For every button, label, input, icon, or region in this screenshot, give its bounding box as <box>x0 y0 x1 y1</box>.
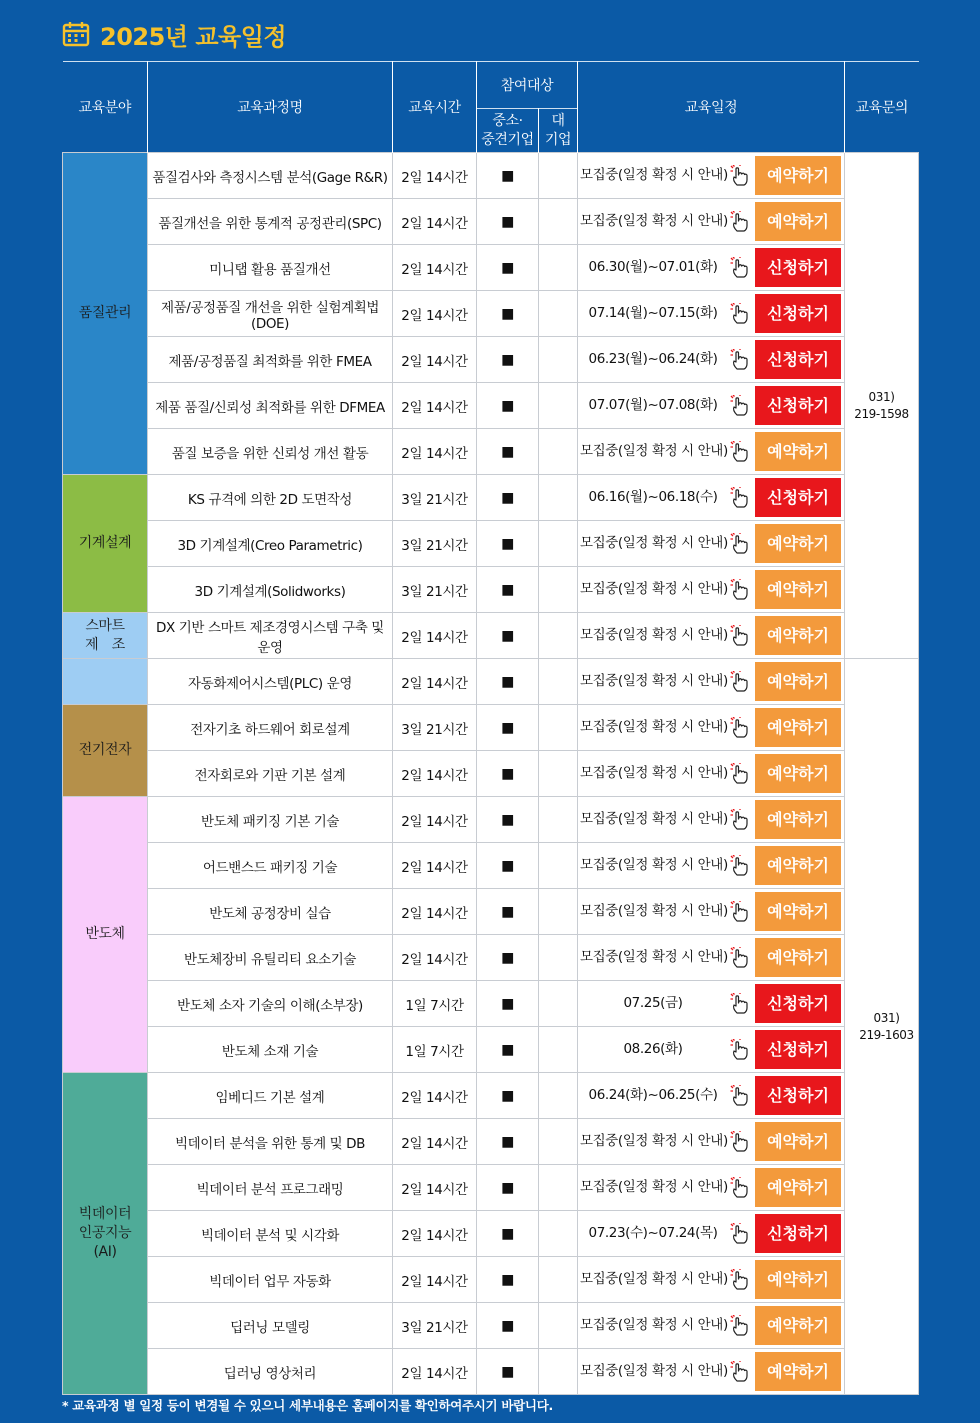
hand-pointer-icon <box>730 1177 750 1199</box>
schedule-cell <box>578 199 845 245</box>
course-hours: 2일 14시간 <box>393 1165 477 1211</box>
reserve-button[interactable]: 예약하기 <box>755 892 841 931</box>
schedule-cell <box>578 1165 845 1211</box>
schedule-date: 06.16(월)~06.18(수) <box>588 489 718 505</box>
hand-pointer-icon <box>730 211 750 233</box>
sme-mark: ■ <box>477 1257 539 1303</box>
schedule-cell <box>578 705 845 751</box>
sme-mark: ■ <box>477 1349 539 1395</box>
hand-pointer-icon <box>730 993 750 1015</box>
sme-mark: ■ <box>477 1073 539 1119</box>
hand-pointer-icon <box>730 625 750 647</box>
course-hours: 2일 14시간 <box>393 153 477 199</box>
course-hours: 2일 14시간 <box>393 889 477 935</box>
sme-mark: ■ <box>477 843 539 889</box>
schedule-date: 모집중(일정 확정 시 안내) <box>580 1363 728 1379</box>
course-hours: 1일 7시간 <box>393 1027 477 1073</box>
reserve-button[interactable]: 예약하기 <box>755 1306 841 1345</box>
large-mark <box>539 199 578 245</box>
hand-pointer-icon <box>730 947 750 969</box>
sme-mark: ■ <box>477 199 539 245</box>
schedule-cell <box>578 245 845 291</box>
apply-button[interactable]: 신청하기 <box>755 294 841 333</box>
course-hours: 3일 21시간 <box>393 1303 477 1349</box>
course-hours: 2일 14시간 <box>393 751 477 797</box>
schedule-date: 07.07(월)~07.08(화) <box>588 397 718 413</box>
header-large: 대 기업 <box>539 109 578 153</box>
table-row <box>63 1027 919 1073</box>
sme-mark: ■ <box>477 567 539 613</box>
large-mark <box>539 429 578 475</box>
sme-mark: ■ <box>477 613 539 659</box>
course-name: 빅데이터 분석을 위한 통계 및 DB <box>148 1119 393 1165</box>
large-mark <box>539 935 578 981</box>
course-hours: 2일 14시간 <box>393 1073 477 1119</box>
hand-pointer-icon <box>730 1315 750 1337</box>
header-course: 교육과정명 <box>148 62 393 153</box>
reserve-button[interactable]: 예약하기 <box>755 708 841 747</box>
course-hours: 3일 21시간 <box>393 705 477 751</box>
apply-button[interactable]: 신청하기 <box>755 386 841 425</box>
hand-pointer-icon <box>730 1039 750 1061</box>
course-hours: 2일 14시간 <box>393 1349 477 1395</box>
large-mark <box>539 1349 578 1395</box>
apply-button[interactable]: 신청하기 <box>755 984 841 1023</box>
schedule-cell <box>578 843 845 889</box>
header-target: 참여대상 <box>477 62 578 109</box>
course-name: 품질개선을 위한 통계적 공정관리(SPC) <box>148 199 393 245</box>
category-cell: 빅데이터 인공지능 (AI) <box>63 1073 148 1395</box>
sme-mark: ■ <box>477 889 539 935</box>
sme-mark: ■ <box>477 751 539 797</box>
course-hours: 2일 14시간 <box>393 1211 477 1257</box>
course-name: 반도체 패키징 기본 기술 <box>148 797 393 843</box>
course-hours: 2일 14시간 <box>393 659 477 705</box>
hand-pointer-icon <box>730 901 750 923</box>
course-hours: 2일 14시간 <box>393 383 477 429</box>
sme-mark: ■ <box>477 383 539 429</box>
reserve-button[interactable]: 예약하기 <box>755 202 841 241</box>
hand-pointer-icon <box>730 349 750 371</box>
course-name: 미니탭 활용 품질개선 <box>148 245 393 291</box>
schedule-cell <box>578 1211 845 1257</box>
table-row <box>63 1349 919 1395</box>
schedule-cell <box>578 567 845 613</box>
table-row <box>63 889 919 935</box>
table-row <box>63 245 919 291</box>
hand-pointer-icon <box>730 671 750 693</box>
hand-pointer-icon <box>730 487 750 509</box>
sme-mark: ■ <box>477 1303 539 1349</box>
table-row <box>63 981 919 1027</box>
reserve-button[interactable]: 예약하기 <box>755 754 841 793</box>
sme-mark: ■ <box>477 153 539 199</box>
reserve-button[interactable]: 예약하기 <box>755 570 841 609</box>
header-inquiry: 교육문의 <box>845 62 919 153</box>
schedule-date: 07.25(금) <box>623 995 683 1011</box>
course-hours: 3일 21시간 <box>393 475 477 521</box>
sme-mark: ■ <box>477 1165 539 1211</box>
contact-phone: 031) 219-1598 <box>845 153 919 659</box>
table-row <box>63 1303 919 1349</box>
hand-pointer-icon <box>730 1269 750 1291</box>
course-name: 어드밴스드 패키징 기술 <box>148 843 393 889</box>
course-name: 반도체장비 유틸리티 요소기술 <box>148 935 393 981</box>
schedule-date: 모집중(일정 확정 시 안내) <box>580 213 728 229</box>
large-mark <box>539 383 578 429</box>
apply-button[interactable]: 신청하기 <box>755 248 841 287</box>
table-row <box>63 1165 919 1211</box>
apply-button[interactable]: 신청하기 <box>755 1214 841 1253</box>
schedule-cell <box>578 153 845 199</box>
hand-pointer-icon <box>730 809 750 831</box>
course-name: 제품/공정품질 최적화를 위한 FMEA <box>148 337 393 383</box>
reserve-button[interactable]: 예약하기 <box>755 1122 841 1161</box>
category-cell: 전기전자 <box>63 705 148 797</box>
schedule-cell <box>578 1303 845 1349</box>
schedule-cell <box>578 751 845 797</box>
table-row <box>63 705 919 751</box>
large-mark <box>539 1303 578 1349</box>
course-hours: 1일 7시간 <box>393 981 477 1027</box>
table-row <box>63 429 919 475</box>
large-mark <box>539 521 578 567</box>
footnote: * 교육과정 별 일정 등이 변경될 수 있으니 세부내용은 홈페이지를 확인하여주시기 바랍니다. <box>62 1398 553 1413</box>
schedule-date: 07.23(수)~07.24(목) <box>588 1225 718 1241</box>
schedule-cell <box>578 935 845 981</box>
sme-mark: ■ <box>477 935 539 981</box>
large-mark <box>539 889 578 935</box>
schedule-cell <box>578 1257 845 1303</box>
large-mark <box>539 291 578 337</box>
table-row <box>63 199 919 245</box>
course-name: 임베디드 기본 설계 <box>148 1073 393 1119</box>
large-mark <box>539 1165 578 1211</box>
hand-pointer-icon <box>730 395 750 417</box>
large-mark <box>539 153 578 199</box>
table-row <box>63 567 919 613</box>
hand-pointer-icon <box>730 165 750 187</box>
course-name: 빅데이터 분석 및 시각화 <box>148 1211 393 1257</box>
course-hours: 3일 21시간 <box>393 567 477 613</box>
large-mark <box>539 981 578 1027</box>
reserve-button[interactable]: 예약하기 <box>755 524 841 563</box>
category-cell: 기계설계 <box>63 475 148 613</box>
schedule-date: 모집중(일정 확정 시 안내) <box>580 627 728 643</box>
schedule-date: 모집중(일정 확정 시 안내) <box>580 765 728 781</box>
course-hours: 2일 14시간 <box>393 843 477 889</box>
sme-mark: ■ <box>477 337 539 383</box>
schedule-date: 모집중(일정 확정 시 안내) <box>580 903 728 919</box>
schedule-date: 모집중(일정 확정 시 안내) <box>580 811 728 827</box>
sme-mark: ■ <box>477 705 539 751</box>
course-name: 품질 보증을 위한 신뢰성 개선 활동 <box>148 429 393 475</box>
sme-mark: ■ <box>477 797 539 843</box>
header-sme: 중소· 중견기업 <box>477 109 539 153</box>
hand-pointer-icon <box>730 303 750 325</box>
large-mark <box>539 1257 578 1303</box>
hand-pointer-icon <box>730 1361 750 1383</box>
sme-mark: ■ <box>477 429 539 475</box>
course-hours: 2일 14시간 <box>393 613 477 659</box>
schedule-cell <box>578 981 845 1027</box>
reserve-button[interactable]: 예약하기 <box>755 156 841 195</box>
hand-pointer-icon <box>730 855 750 877</box>
large-mark <box>539 613 578 659</box>
large-mark <box>539 245 578 291</box>
hand-pointer-icon <box>730 441 750 463</box>
reserve-button[interactable]: 예약하기 <box>755 1352 841 1391</box>
course-name: 전자회로와 기판 기본 설계 <box>148 751 393 797</box>
schedule-date: 모집중(일정 확정 시 안내) <box>580 581 728 597</box>
large-mark <box>539 705 578 751</box>
course-name: 제품 품질/신뢰성 최적화를 위한 DFMEA <box>148 383 393 429</box>
course-hours: 2일 14시간 <box>393 797 477 843</box>
table-row <box>63 153 919 199</box>
large-mark <box>539 659 578 705</box>
course-name: 제품/공정품질 개선을 위한 실험계획법(DOE) <box>148 291 393 337</box>
course-hours: 2일 14시간 <box>393 199 477 245</box>
sme-mark: ■ <box>477 1119 539 1165</box>
sme-mark: ■ <box>477 1027 539 1073</box>
schedule-cell <box>578 613 845 659</box>
category-cell: 품질관리 <box>63 153 148 475</box>
course-hours: 2일 14시간 <box>393 1257 477 1303</box>
schedule-date: 모집중(일정 확정 시 안내) <box>580 1133 728 1149</box>
schedule-cell <box>578 889 845 935</box>
table-row <box>63 935 919 981</box>
apply-button[interactable]: 신청하기 <box>755 478 841 517</box>
large-mark <box>539 1119 578 1165</box>
schedule-cell <box>578 1349 845 1395</box>
course-name: 빅데이터 분석 프로그래밍 <box>148 1165 393 1211</box>
category-cell: 반도체 <box>63 797 148 1073</box>
course-name: 반도체 소재 기술 <box>148 1027 393 1073</box>
schedule-date: 07.14(월)~07.15(화) <box>588 305 718 321</box>
large-mark <box>539 797 578 843</box>
table-row <box>63 521 919 567</box>
course-name: DX 기반 스마트 제조경영시스템 구축 및 운영 <box>148 613 393 659</box>
course-name: 품질검사와 측정시스템 분석(Gage R&R) <box>148 153 393 199</box>
category-cell: 스마트 제 조 <box>63 613 148 659</box>
page-title: 2025년 교육일정 <box>100 22 287 51</box>
sme-mark: ■ <box>477 981 539 1027</box>
schedule-date: 모집중(일정 확정 시 안내) <box>580 673 728 689</box>
hand-pointer-icon <box>730 717 750 739</box>
category-cell <box>63 659 148 705</box>
schedule-cell <box>578 797 845 843</box>
reserve-button[interactable]: 예약하기 <box>755 616 841 655</box>
table-row <box>63 659 919 705</box>
sme-mark: ■ <box>477 521 539 567</box>
table-row <box>63 751 919 797</box>
reserve-button[interactable]: 예약하기 <box>755 1168 841 1207</box>
course-hours: 2일 14시간 <box>393 1119 477 1165</box>
schedule-cell <box>578 291 845 337</box>
large-mark <box>539 751 578 797</box>
table-row <box>63 337 919 383</box>
hand-pointer-icon <box>730 1223 750 1245</box>
schedule-cell <box>578 383 845 429</box>
large-mark <box>539 475 578 521</box>
header-field: 교육분야 <box>63 62 148 153</box>
reserve-button[interactable]: 예약하기 <box>755 1260 841 1299</box>
course-name: KS 규격에 의한 2D 도면작성 <box>148 475 393 521</box>
reserve-button[interactable]: 예약하기 <box>755 432 841 471</box>
sme-mark: ■ <box>477 291 539 337</box>
course-hours: 2일 14시간 <box>393 291 477 337</box>
course-hours: 2일 14시간 <box>393 337 477 383</box>
schedule-date: 06.24(화)~06.25(수) <box>588 1087 718 1103</box>
schedule-date: 모집중(일정 확정 시 안내) <box>580 535 728 551</box>
large-mark <box>539 843 578 889</box>
hand-pointer-icon <box>730 257 750 279</box>
schedule-date: 06.23(월)~06.24(화) <box>588 351 718 367</box>
large-mark <box>539 1073 578 1119</box>
hand-pointer-icon <box>730 763 750 785</box>
course-hours: 2일 14시간 <box>393 935 477 981</box>
schedule-cell <box>578 337 845 383</box>
schedule-cell <box>578 659 845 705</box>
large-mark <box>539 1027 578 1073</box>
course-name: 딥러닝 모델링 <box>148 1303 393 1349</box>
apply-button[interactable]: 신청하기 <box>755 1076 841 1115</box>
table-row <box>63 613 919 659</box>
table-row <box>63 475 919 521</box>
table-row <box>63 1073 919 1119</box>
schedule-cell <box>578 429 845 475</box>
reserve-button[interactable]: 예약하기 <box>755 800 841 839</box>
course-hours: 3일 21시간 <box>393 521 477 567</box>
calendar-icon <box>62 21 90 47</box>
hand-pointer-icon <box>730 1131 750 1153</box>
sme-mark: ■ <box>477 1211 539 1257</box>
course-name: 전자기초 하드웨어 회로설계 <box>148 705 393 751</box>
table-row <box>63 1119 919 1165</box>
schedule-cell <box>578 521 845 567</box>
schedule-date: 모집중(일정 확정 시 안내) <box>580 167 728 183</box>
sme-mark: ■ <box>477 245 539 291</box>
table-row <box>63 843 919 889</box>
large-mark <box>539 567 578 613</box>
reserve-button[interactable]: 예약하기 <box>755 662 841 701</box>
course-name: 빅데이터 업무 자동화 <box>148 1257 393 1303</box>
course-name: 반도체 공정장비 실습 <box>148 889 393 935</box>
reserve-button[interactable]: 예약하기 <box>755 938 841 977</box>
course-name: 반도체 소자 기술의 이해(소부장) <box>148 981 393 1027</box>
header-hours: 교육시간 <box>393 62 477 153</box>
apply-button[interactable]: 신청하기 <box>755 340 841 379</box>
sme-mark: ■ <box>477 475 539 521</box>
course-hours: 2일 14시간 <box>393 245 477 291</box>
table-row <box>63 1257 919 1303</box>
schedule-cell <box>578 1119 845 1165</box>
schedule-date: 모집중(일정 확정 시 안내) <box>580 857 728 873</box>
course-name: 자동화제어시스템(PLC) 운영 <box>148 659 393 705</box>
hand-pointer-icon <box>730 533 750 555</box>
schedule-cell <box>578 475 845 521</box>
schedule-cell <box>578 1027 845 1073</box>
schedule-date: 모집중(일정 확정 시 안내) <box>580 1179 728 1195</box>
table-row <box>63 1211 919 1257</box>
sme-mark: ■ <box>477 659 539 705</box>
schedule-table <box>62 61 919 1395</box>
header-schedule: 교육일정 <box>578 62 845 153</box>
hand-pointer-icon <box>730 1085 750 1107</box>
table-row <box>63 291 919 337</box>
schedule-date: 모집중(일정 확정 시 안내) <box>580 1271 728 1287</box>
large-mark <box>539 337 578 383</box>
schedule-date: 모집중(일정 확정 시 안내) <box>580 719 728 735</box>
apply-button[interactable]: 신청하기 <box>755 1030 841 1069</box>
page-header <box>62 14 286 54</box>
large-mark <box>539 1211 578 1257</box>
reserve-button[interactable]: 예약하기 <box>755 846 841 885</box>
schedule-cell <box>578 1073 845 1119</box>
course-hours: 2일 14시간 <box>393 429 477 475</box>
schedule-date: 모집중(일정 확정 시 안내) <box>580 949 728 965</box>
schedule-date: 06.30(월)~07.01(화) <box>588 259 718 275</box>
schedule-date: 모집중(일정 확정 시 안내) <box>580 443 728 459</box>
course-name: 3D 기계설계(Solidworks) <box>148 567 393 613</box>
table-row <box>63 383 919 429</box>
course-name: 딥러닝 영상처리 <box>148 1349 393 1395</box>
schedule-date: 모집중(일정 확정 시 안내) <box>580 1317 728 1333</box>
contact-phone: 031) 219-1603 <box>845 659 919 1395</box>
table-row <box>63 797 919 843</box>
hand-pointer-icon <box>730 579 750 601</box>
course-name: 3D 기계설계(Creo Parametric) <box>148 521 393 567</box>
schedule-date: 08.26(화) <box>623 1041 683 1057</box>
